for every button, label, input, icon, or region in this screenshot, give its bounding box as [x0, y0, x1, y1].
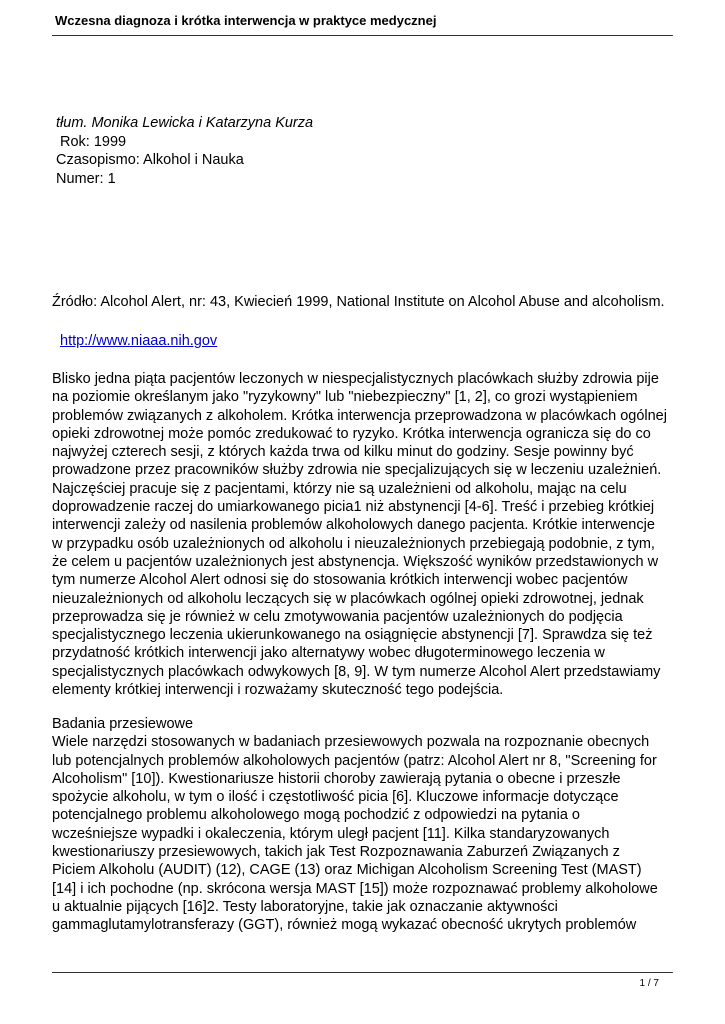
text-line: [14] i ich pochodne (np. skrócona wersja MAST [15]) może rozpoznawać problemy alkoholowe: [52, 880, 658, 897]
text-line: Najczęściej pracuje się z pacjentami, którzy nie są uzależnieni od alkoholu, mając na celu: [52, 480, 627, 497]
journal-line: Czasopismo: Alkohol i Nauka: [56, 152, 244, 168]
text-line: specjalistycznych placówkach odwykowych [8, 9]. W tym numerze Alcohol Alert przedstawiamy: [52, 663, 661, 680]
text-line: elementy krótkiej interwencji i rozważamy skuteczność tego podejścia.: [52, 682, 504, 699]
text-line: Blisko jedna piąta pacjentów leczonych w niespecjalistycznych placówkach służby zdrowia pije: [52, 371, 659, 387]
text-line: Wiele narzędzi stosowanych w badaniach przesiewowych pozwala na rozpoznanie obecnych: [52, 734, 650, 751]
text-line: wcześniejsze wypadki i okaleczenia, którym uległ pacjent [11]. Kilka standaryzowanych: [52, 825, 610, 842]
text-line: Piciem Alkoholu (AUDIT) (12), CAGE (13) oraz Michigan Alcoholism Screening Test (MAST): [52, 862, 642, 879]
text-line: doprowadzenie raczej do umiarkowanego picia1 niż abstynencji [4-6]. Treść i przebieg krótkiej: [52, 499, 655, 516]
text-line: potencjalnego problemu alkoholowego mogą pochodzić z odpowiedzi na pytania o: [52, 807, 580, 824]
translator-line: tłum. Monika Lewicka i Katarzyna Kurza: [56, 115, 314, 131]
text-line: u aktualnie pijących [16]2. Testy laboratoryjne, takie jak oznaczanie aktywności: [52, 898, 558, 915]
year-line: Rok: 1999: [60, 133, 127, 150]
source-line: Źródło: Alcohol Alert, nr: 43, Kwiecień 1999, National Institute on Alcohol Abuse and alcoholism.: [52, 294, 665, 310]
text-line: nieuzależnionych od alkoholu leczących się w placówkach ogólnej opieki zdrowotnej, jednak: [52, 590, 644, 607]
text-line: w przypadku osób uzależnionych od alkoholu i nieuzależnionych przebiegają podobnie, z tym,: [52, 535, 655, 552]
text-line: przydatność krótkich interwencji jako alternatywy wobec długoterminowego leczenia w: [52, 645, 605, 662]
text-line: spożycie alkoholu, w tym o ilość i częstotliwość picia [6]. Kluczowe informacje dotyczące: [52, 789, 619, 806]
page-number: 1 / 7: [639, 978, 659, 989]
text-line: prowadzone przez pracowników służby zdrowia nie specjalizujących się w leczeniu uzależnień.: [52, 462, 662, 479]
article-metadata: [56, 114, 313, 188]
text-line: Alcoholism" [10]). Kwestionariusze historii choroby zawierają pytania o obecne i przeszłe: [52, 770, 621, 787]
text-line: przeprowadza się je również w celu zmotywowania pacjentów uzależnionych do podjęcia: [52, 608, 623, 625]
niaaa-link[interactable]: http://www.niaaa.nih.gov: [60, 333, 218, 349]
intro-paragraph: [52, 370, 677, 699]
text-line: interwencji zależy od nasilenia problemów alkoholowych danego pacjenta. Krótkie interwencje: [52, 517, 655, 534]
text-line: że celem u pacjentów uzależnionych jest abstynencja. Większość wyników przedstawionych w: [52, 553, 659, 570]
text-line: opieki zdrowotnej może pomóc zredukować to ryzyko. Krótka interwencja ogranicza się do co: [52, 425, 651, 442]
text-line: tym numerze Alcohol Alert odnosi się do stosowania krótkich interwencji wobec pacjentów: [52, 572, 628, 589]
text-line: gammaglutamylotransferazy (GGT), również mogą wykazać obecność ukrytych problemów: [52, 917, 637, 934]
text-line: na poziomie określanym jako "ryzykowny" lub "niebezpieczny" [1, 2], co grozi wystąpieniem: [52, 389, 638, 406]
text-line: najwyżej czterech sesji, z których każda trwa od kilku minut do godziny. Sesje powinny być: [52, 444, 634, 461]
document-header-title: Wczesna diagnoza i krótka interwencja w praktyce medycznej: [55, 13, 437, 28]
screening-section: [52, 715, 677, 935]
section-heading: Badania przesiewowe: [52, 716, 194, 732]
text-line: problemów związanych z alkoholem. Krótka interwencja przeprowadzona w placówkach ogólnej: [52, 407, 667, 424]
footer-divider: [52, 972, 673, 973]
issue-number-line: Numer: 1: [56, 170, 116, 187]
header-divider: [52, 35, 673, 36]
text-line: lub potencjalnych problemów alkoholowych pacjentów (patrz: Alcohol Alert nr 8, "Screening for: [52, 752, 657, 769]
text-line: kwestionariuszy przesiewowych, takich jak Test Rozpoznawania Zaburzeń Związanych z: [52, 844, 620, 861]
text-line: specjalistycznego leczenia ukierunkowanego na osiągnięcie abstynencji [7]. Sprawdza się też: [52, 627, 653, 644]
